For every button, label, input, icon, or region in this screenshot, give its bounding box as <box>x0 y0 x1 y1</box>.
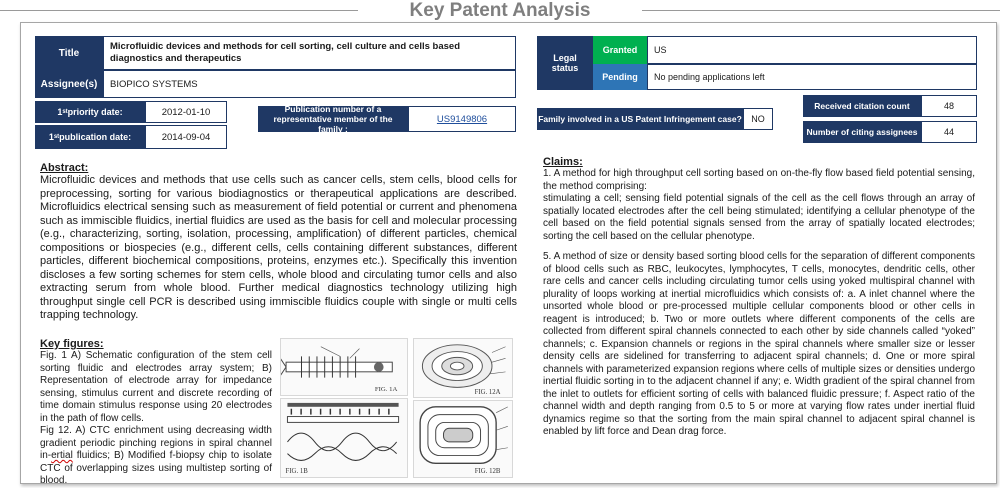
abstract-heading: Abstract: <box>40 162 89 174</box>
granted-value: US <box>647 36 977 64</box>
fig-12b-caption: FIG. 12B <box>474 468 501 476</box>
claims-section <box>543 156 975 439</box>
publication-number-link[interactable]: US9149806 <box>408 106 516 132</box>
priority-text: priority date: <box>67 107 123 117</box>
key-figures-text-1: Fig. 1 A) Schematic configuration of the stem cell sorting fluidic and electrodes array system; B) Representation of electrode array for impedance sensing, stimulus current and discrete recording of time domain stimulus response using 20 electrodes in the path of flow cells. <box>40 350 272 424</box>
assignee-value: BIOPICO SYSTEMS <box>103 70 516 98</box>
publication-num: 1 <box>48 132 54 142</box>
figure-1b-drawing <box>280 398 408 478</box>
claim-5-text: 5. A method of size or density based sorting blood cells for the separation of different components of blood cells such as RBC, leukocytes, lymphocytes, T cells, monocytes, dendritic cells, other rare cells and cancer cells including circulating tumor cells using yoked multispiral channel with plurality of loops working at inertial microfluidics which consists of: a. A inlet channel where the unsorted whole blood or pre-processed multiple cellular components blood or other cells in reagent is introduced; b. Two or more outlets where different components of the cells are collected from different spiral channels connected to each other by side channels called “yoked” channels; c. Expansion channels or regions in the spiral channels where smaller size or lesser density cells are sidelined for transferring to adjacent spiral channels; d. One or more spiral channels with parameterized expansion regions where cells of multiple sizes or densities undergo inertial fluidic sorting in to the adjacent channel if any; e. Width gradient of the spiral channel from the inlet to outlets for efficient sorting of cells with balanced fluidic pressure; f. Aspect ratio of the channel width and depth ranging from 0.5 to 5 or more at varying flow rates under inertial fluid dynamics regime so that the sorting from the main spiral channel to adjacent spiral channel is enabled by lift force and Dean drag force. <box>543 251 975 437</box>
infringement-label: Family involved in a US Patent Infringement case? <box>537 108 743 130</box>
pending-value: No pending applications left <box>647 64 977 90</box>
key-figures-heading: Key figures: <box>40 338 104 350</box>
claim-1-body: stimulating a cell; sensing field potential signals of the cell as the cell flows through an array of spatially located electrodes after the cell being stimulated; identifying a cellular phenotype of the cell based on the field potential signals sensed from the array of spatially located electrodes; sorting the cell based on the cellular phenotype. <box>543 193 975 242</box>
infringement-value: NO <box>743 108 773 130</box>
key-figures-section <box>40 338 272 488</box>
figure-12b-drawing <box>413 400 513 478</box>
key-figures-text-2b: ertial <box>51 450 73 461</box>
priority-date-label <box>35 101 145 123</box>
fig-1b-caption: FIG. 1B <box>285 468 308 476</box>
priority-date-value: 2012-01-10 <box>145 101 227 123</box>
pending-label: Pending <box>593 64 647 90</box>
key-figures-text-2 <box>40 425 272 488</box>
fig-1a-caption: FIG. 1A <box>374 386 398 394</box>
title-label: Title <box>35 36 103 70</box>
legal-status-label: Legal status <box>537 36 593 90</box>
key-figures-text-2c: fluidics; B) Modified f-biopsy chip to isolate CTC of overlapping sizes using multistep sorting of blood. <box>40 450 272 486</box>
publication-number-label: Publication number of a representative member of the family : <box>258 106 408 132</box>
abstract-text: Microfluidic devices and methods that use cells such as cancer cells, stem cells, blood cells for preprocessing, sorting for various biodiagnostics or therapeutical applications are described. Microfluidics electrical sensing such as measurement of field potential or current and phenomena such as immiscible fluidics, inertial fluidics are used as the basis for cell and molecular processing (e.g., characterizing, sorting, isolation, processing, amplification) of different particles, chemical compositions or biospecies (e.g., different cells, cells containing different substances, different particles, different biochemical compositions, proteins, enzymes etc.). Specifically this invention discloses a few sorting schemes for stem cells, whole blood and circulating tumor cells and also extracting serum from whole blood. Further medical diagnostics technology utilizing high throughput single cell PCR is described using immiscible fluidics couple with single or multi cells trapping technology. <box>40 174 517 321</box>
publication-text: publication date: <box>59 132 132 142</box>
priority-num: 1 <box>57 107 63 117</box>
citation-count-value: 48 <box>921 95 977 117</box>
publication-date-label <box>35 125 145 149</box>
assignee-label: Assignee(s) <box>35 70 103 98</box>
abstract-section <box>40 162 517 323</box>
claims-heading: Claims: <box>543 156 583 168</box>
claim-1-intro: 1. A method for high throughput cell sorting based on on-the-fly flow based field potential sensing, the method comprising: <box>543 168 975 192</box>
granted-label: Granted <box>593 36 647 64</box>
priority-sup: st <box>62 109 68 115</box>
key-figures-text-2a: Fig 12. A) CTC enrichment using decreasing width gradient periodic pinching regions in spiral channel in- <box>40 425 272 461</box>
publication-date-value: 2014-09-04 <box>145 125 227 149</box>
citing-assignees-label: Number of citing assignees <box>803 121 921 143</box>
citing-assignees-value: 44 <box>921 121 977 143</box>
publication-sup: st <box>53 134 60 140</box>
figure-1a-drawing <box>280 338 408 396</box>
figure-12a-drawing <box>413 338 513 398</box>
title-value: Microfluidic devices and methods for cell sorting, cell culture and cells based diagnostics and therapeutics <box>103 36 516 70</box>
fig-12a-caption: FIG. 12A <box>474 389 501 397</box>
page-title: Key Patent Analysis <box>409 0 591 21</box>
citation-count-label: Received citation count <box>803 95 921 117</box>
